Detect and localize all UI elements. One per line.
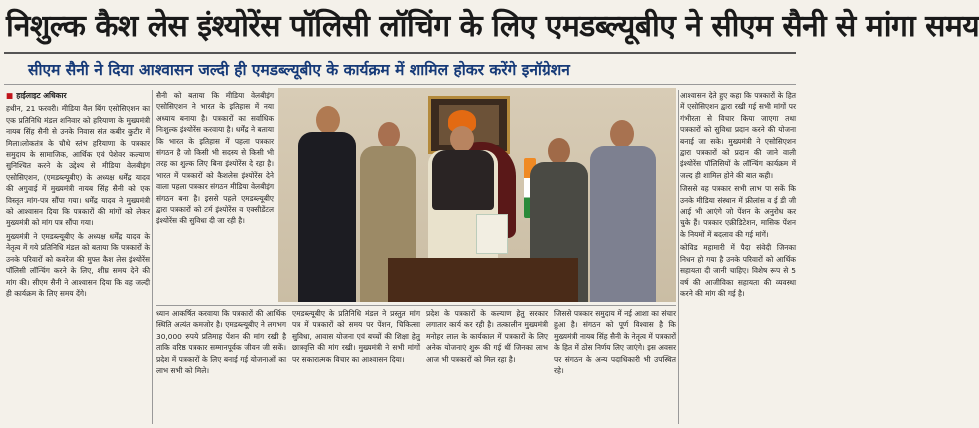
bottom-column-3	[426, 308, 548, 424]
headline-rule	[4, 52, 796, 54]
bot1-para-1: ध्यान आकर्षित करवाया कि पत्रकारों की आर्थिक स्थिति अत्यंत कमजोर है। एमडब्ल्यूबीए ने लगभग 30,000 रुपये प्रतिमाह पेंशन की मांग रखी है ताकि वरिष्ठ पत्रकार सम्मानपूर्वक जीवन जी सकें। प्रदेश में पत्रकारों के लिए बनाई गई योजनाओं का लाभ सभी को मिले।	[156, 309, 286, 376]
byline-marker-icon: ■	[6, 91, 14, 100]
bot4-para-1: जिससे पत्रकार समुदाय में नई आशा का संचार हुआ है। संगठन को पूर्ण विश्वास है कि मुख्यमंत्री नायब सिंह सैनी के नेतृत्व में पत्रकारों के हित में ठोस निर्णय लिए जाएंगे। इस अवसर पर संगठन के अन्य पदाधिकारी भी उपस्थित रहे।	[554, 309, 676, 376]
bot2-para-1: एमडब्ल्यूबीए के प्रतिनिधि मंडल ने प्रस्तुत मांग पत्र में पत्रकारों को समय पर पेंशन, चिकित्सा सुविधा, आवास योजना एवं बच्चों की शिक्षा हेतु छात्रवृत्ति की मांग रखी। मुख्यमंत्री ने सभी मांगों पर सकारात्मक विचार का आश्वासन दिया।	[292, 309, 420, 364]
col2-para-1: सैनी को बताया कि मीडिया वेलबीइंग एसोसिएशन ने भारत के इतिहास में नया अध्याय बनाया है। पत्रकारों का सर्वाधिक निःशुल्क इंश्योरेंस करवाया है। धर्मेंद्र ने बताया कि भारत के इतिहास में पहला पत्रकार संगठन है जो किसी भी सदस्य से किसी भी तरह का शुल्क लिए बिना इंश्योरेंस दे रहा है। भारत में पत्रकारों को कैशलेस इंश्योरेंस देने वाला पहला पत्रकार संगठन मीडिया वेलबीइंग संगठन बना है। इससे पहले एमडब्ल्यूबीए द्वारा पत्रकारों को टर्म इंश्योरेंस व एक्सीडेंटल इंश्योरेंस की सुविधा दी जा रही है।	[156, 91, 274, 226]
col3-para-3: कोविड महामारी में पैदा संवेदी जिनका निधन हो गया है उनके परिवारों को आर्थिक सहायता दी जानी चाहिए। विशेष रूप से 5 वर्ष की आजीविका सहायता की व्यवस्था करने की मांग की गई है।	[680, 243, 796, 298]
col1-para-2: मुख्यमंत्री ने एमडब्ल्यूबीए के अध्यक्ष धर्मेंद्र यादव के नेतृत्व में गये प्रतिनिधि मंडल को बताया कि पत्रकारों के उनके परिवारों को कवरेज की मुफ्त कैश लेस इंश्योरेंस पॉलिसी लॉन्चिंग करने के लिए, शीघ्र समय देने की मांग की। सीएम सैनी ने आश्वासन दिया कि वह जल्दी ही कार्यक्रम के लिए समय देंगे।	[6, 231, 150, 298]
column-divider-right	[678, 90, 679, 424]
photo-desk	[388, 258, 578, 302]
bottom-column-1	[156, 308, 286, 424]
column-divider	[152, 90, 153, 424]
article-column-3	[680, 90, 796, 424]
photo-bottom-rule	[156, 305, 676, 306]
col3-para-1: आश्वासन देते हुए कहा कि पत्रकारों के हित में एसोसिएशन द्वारा रखी गई सभी मांगों पर गंभीरता से विचार किया जाएगा तथा पत्रकारों को सुविधा प्रदान करने की योजना बनाई जा सके। मुख्यमंत्री ने एसोसिएशन द्वारा पत्रकारों को प्रदान की जाने वाली इंश्योरेंस पॉलिसियों के लॉन्चिंग कार्यक्रम में जल्द ही शामिल होने की बात कही।	[680, 91, 796, 180]
byline-text: हाईलाइट अधिकार	[16, 91, 67, 100]
col1-para-1: हथीन, 21 फरवरी। मीडिया वैल बिंग एसोसिएशन का एक प्रतिनिधि मंडल शनिवार को हरियाणा के मुख्यमंत्री नायब सिंह सैनी से उनके निवास संत कबीर कुटीर में मिला।लोकतंत्र के चौथे स्तंभ हरियाणा के पत्रकार समुदाय के सामाजिक, आर्थिक एवं पेशेवर कल्याण सुनिश्चित करने के उद्देश्य से मीडिया वेलबीइंग एसोसिएशन, (एमडब्ल्यूबीए) के अध्यक्ष धर्मेंद्र यादव की अगुवाई में मुख्यमंत्री नायब सिंह सैनी को एक विस्तृत मांग-पत्र सौंपा गया। धर्मेंद्र यादव ने मुख्यमंत्री को आश्वासन दिया कि पत्रकारों की मांगों को लेकर मुख्यमंत्री को मांग पत्र सौंपा गया।	[6, 104, 150, 228]
subhead-rule	[4, 84, 796, 85]
subheadline: सीएम सैनी ने दिया आश्वासन जल्दी ही एमडब्ल्यूबीए के कार्यक्रम में शामिल होकर करेंगे इनॉग्रेशन	[28, 61, 570, 79]
news-photo	[278, 88, 676, 302]
photo-memorandum	[476, 214, 508, 254]
byline	[6, 90, 150, 101]
headline: निशुल्क कैश लेस इंश्योरेंस पॉलिसी लॉचिंग के लिए एमडब्ल्यूबीए ने सीएम सैनी से मांगा समय	[6, 9, 979, 44]
bottom-column-2	[292, 308, 420, 424]
article-column-2	[156, 90, 274, 305]
col3-para-2: जिससे वह पत्रकार सभी लाभ पा सकें कि उनके मीडिया संस्थान में फ्रीलांस व ई डी जी आई भी आएंगे जो पेंशन के अनुरोध कर चुके हैं। पत्रकार एक्रीडिटेशन, मासिक पेंशन के नियमों में बदलाव की गई मांगें।	[680, 184, 796, 239]
article-column-1	[6, 90, 150, 424]
bottom-column-4	[554, 308, 676, 424]
bot3-para-1: प्रदेश के पत्रकारों के कल्याण हेतु सरकार लगातार कार्य कर रही है। तत्कालीन मुख्यमंत्री मनोहर लाल के कार्यकाल में पत्रकारों के लिए अनेक योजनाएं शुरू की गई थीं जिनका लाभ आज भी पत्रकारों को मिल रहा है।	[426, 309, 548, 364]
